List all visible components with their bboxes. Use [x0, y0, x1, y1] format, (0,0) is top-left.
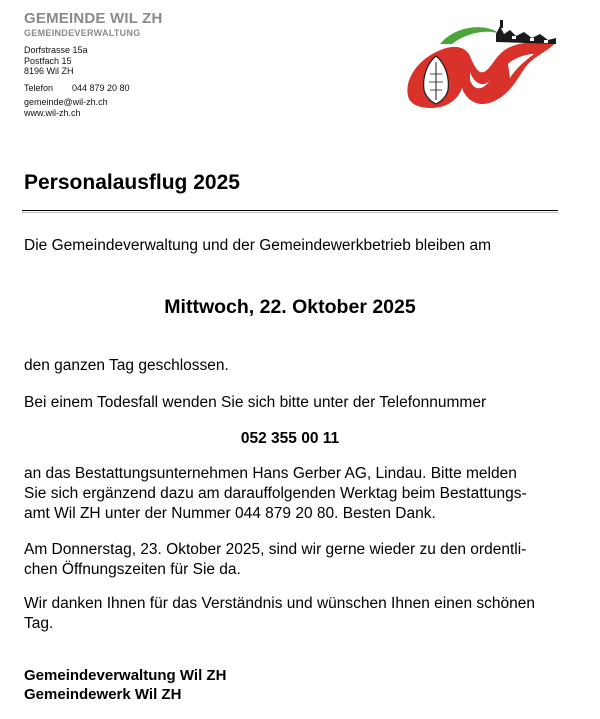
- paragraph-line: Wir danken Ihnen für das Verständnis und wünschen Ihnen einen schönen: [24, 595, 535, 612]
- email-link[interactable]: gemeinde@wil-zh.ch: [24, 97, 108, 107]
- closed-text: den ganzen Tag geschlossen.: [24, 357, 229, 374]
- phone-row: [24, 83, 163, 94]
- paragraph-line: Tag.: [24, 615, 54, 632]
- paragraph-line: Am Donnerstag, 23. Oktober 2025, sind wir gerne wieder zu den ordentli-: [24, 541, 527, 558]
- website-link[interactable]: www.wil-zh.ch: [24, 107, 81, 118]
- phone-value: 044 879 20 80: [72, 82, 130, 93]
- emergency-phone: 052 355 00 11: [240, 430, 340, 447]
- signature-line: Gemeindeverwaltung Wil ZH: [24, 667, 227, 684]
- signature-line: Gemeindewerk Wil ZH: [24, 686, 182, 703]
- letterhead: [24, 10, 163, 118]
- paragraph-line: an das Bestattungsunternehmen Hans Gerber AG, Lindau. Bitte melden: [24, 465, 517, 482]
- phone-label: Telefon: [24, 82, 54, 93]
- thanks-paragraph: [24, 594, 554, 634]
- closure-date: Mittwoch, 22. Oktober 2025: [164, 296, 416, 318]
- document-title: Personalausflug 2025: [24, 171, 240, 194]
- paragraph-line: Sie sich ergänzend dazu am darauffolgenden Werktag beim Bestattungs-: [24, 485, 527, 502]
- death-case-text: Bei einem Todesfall wenden Sie sich bitte unter der Telefonnummer: [24, 394, 487, 411]
- address-line: 8196 Wil ZH: [24, 66, 74, 76]
- undertaker-paragraph: [24, 464, 554, 524]
- paragraph-line: amt Wil ZH unter der Nummer 044 879 20 80. Besten Dank.: [24, 505, 436, 522]
- title-divider: [22, 210, 558, 211]
- signature-block: [24, 666, 226, 704]
- address-line: Postfach 15: [24, 55, 72, 66]
- contact-info: [24, 97, 163, 118]
- postal-address: [24, 45, 163, 77]
- address-line: Dorfstrasse 15a: [24, 45, 88, 55]
- paragraph-line: chen Öffnungszeiten für Sie da.: [24, 561, 241, 578]
- intro-text: Die Gemeindeverwaltung und der Gemeindewerkbetrieb bleiben am: [24, 237, 491, 254]
- org-name: GEMEINDE WIL ZH: [24, 10, 163, 27]
- wil-zh-coat-of-arms-logo: [400, 14, 560, 110]
- title-divider-shadow: [22, 212, 558, 213]
- reopen-paragraph: [24, 540, 554, 580]
- org-subtitle: GEMEINDEVERWALTUNG: [24, 28, 141, 38]
